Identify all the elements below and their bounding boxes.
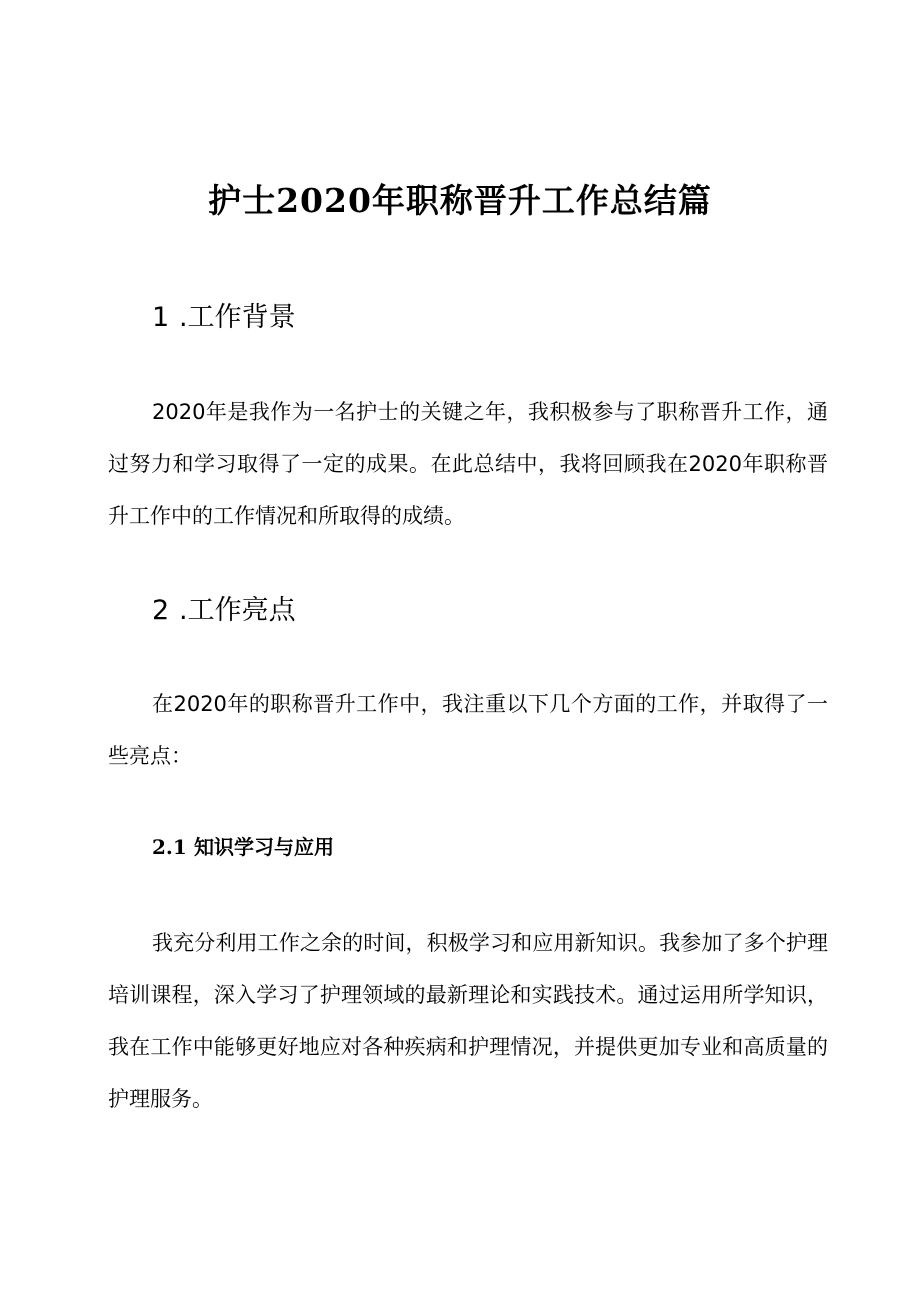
section-number: 2 (152, 595, 170, 626)
section-heading-highlights (152, 591, 296, 631)
section-title: .工作亮点 (179, 595, 296, 626)
section-number: 1 (152, 302, 170, 333)
subsection-title: 知识学习与应用 (194, 835, 334, 859)
subsection-heading-knowledge (152, 832, 334, 862)
paragraph-highlights-intro: 在2020年的职称晋升工作中，我注重以下几个方面的工作，并取得了一些亮点： (108, 692, 828, 768)
subsection-number: 2.1 (152, 835, 187, 859)
section-title: .工作背景 (179, 302, 296, 333)
paragraph-knowledge: 我充分利用工作之余的时间，积极学习和应用新知识。我参加了多个护理培训课程，深入学习了护理领域的最新理论和实践技术。通过运用所学知识，我在工作中能够更好地应对各种疾病和护理情况，并提供更加专业和高质量的护理服务。 (108, 931, 828, 1111)
document-title: 护士2020年职称晋升工作总结篇 (208, 181, 712, 220)
section-heading-background (152, 298, 296, 338)
paragraph-background: 2020年是我作为一名护士的关键之年，我积极参与了职称晋升工作，通过努力和学习取得了一定的成果。在此总结中，我将回顾我在2020年职称晋升工作中的工作情况和所取得的成绩。 (108, 400, 828, 528)
